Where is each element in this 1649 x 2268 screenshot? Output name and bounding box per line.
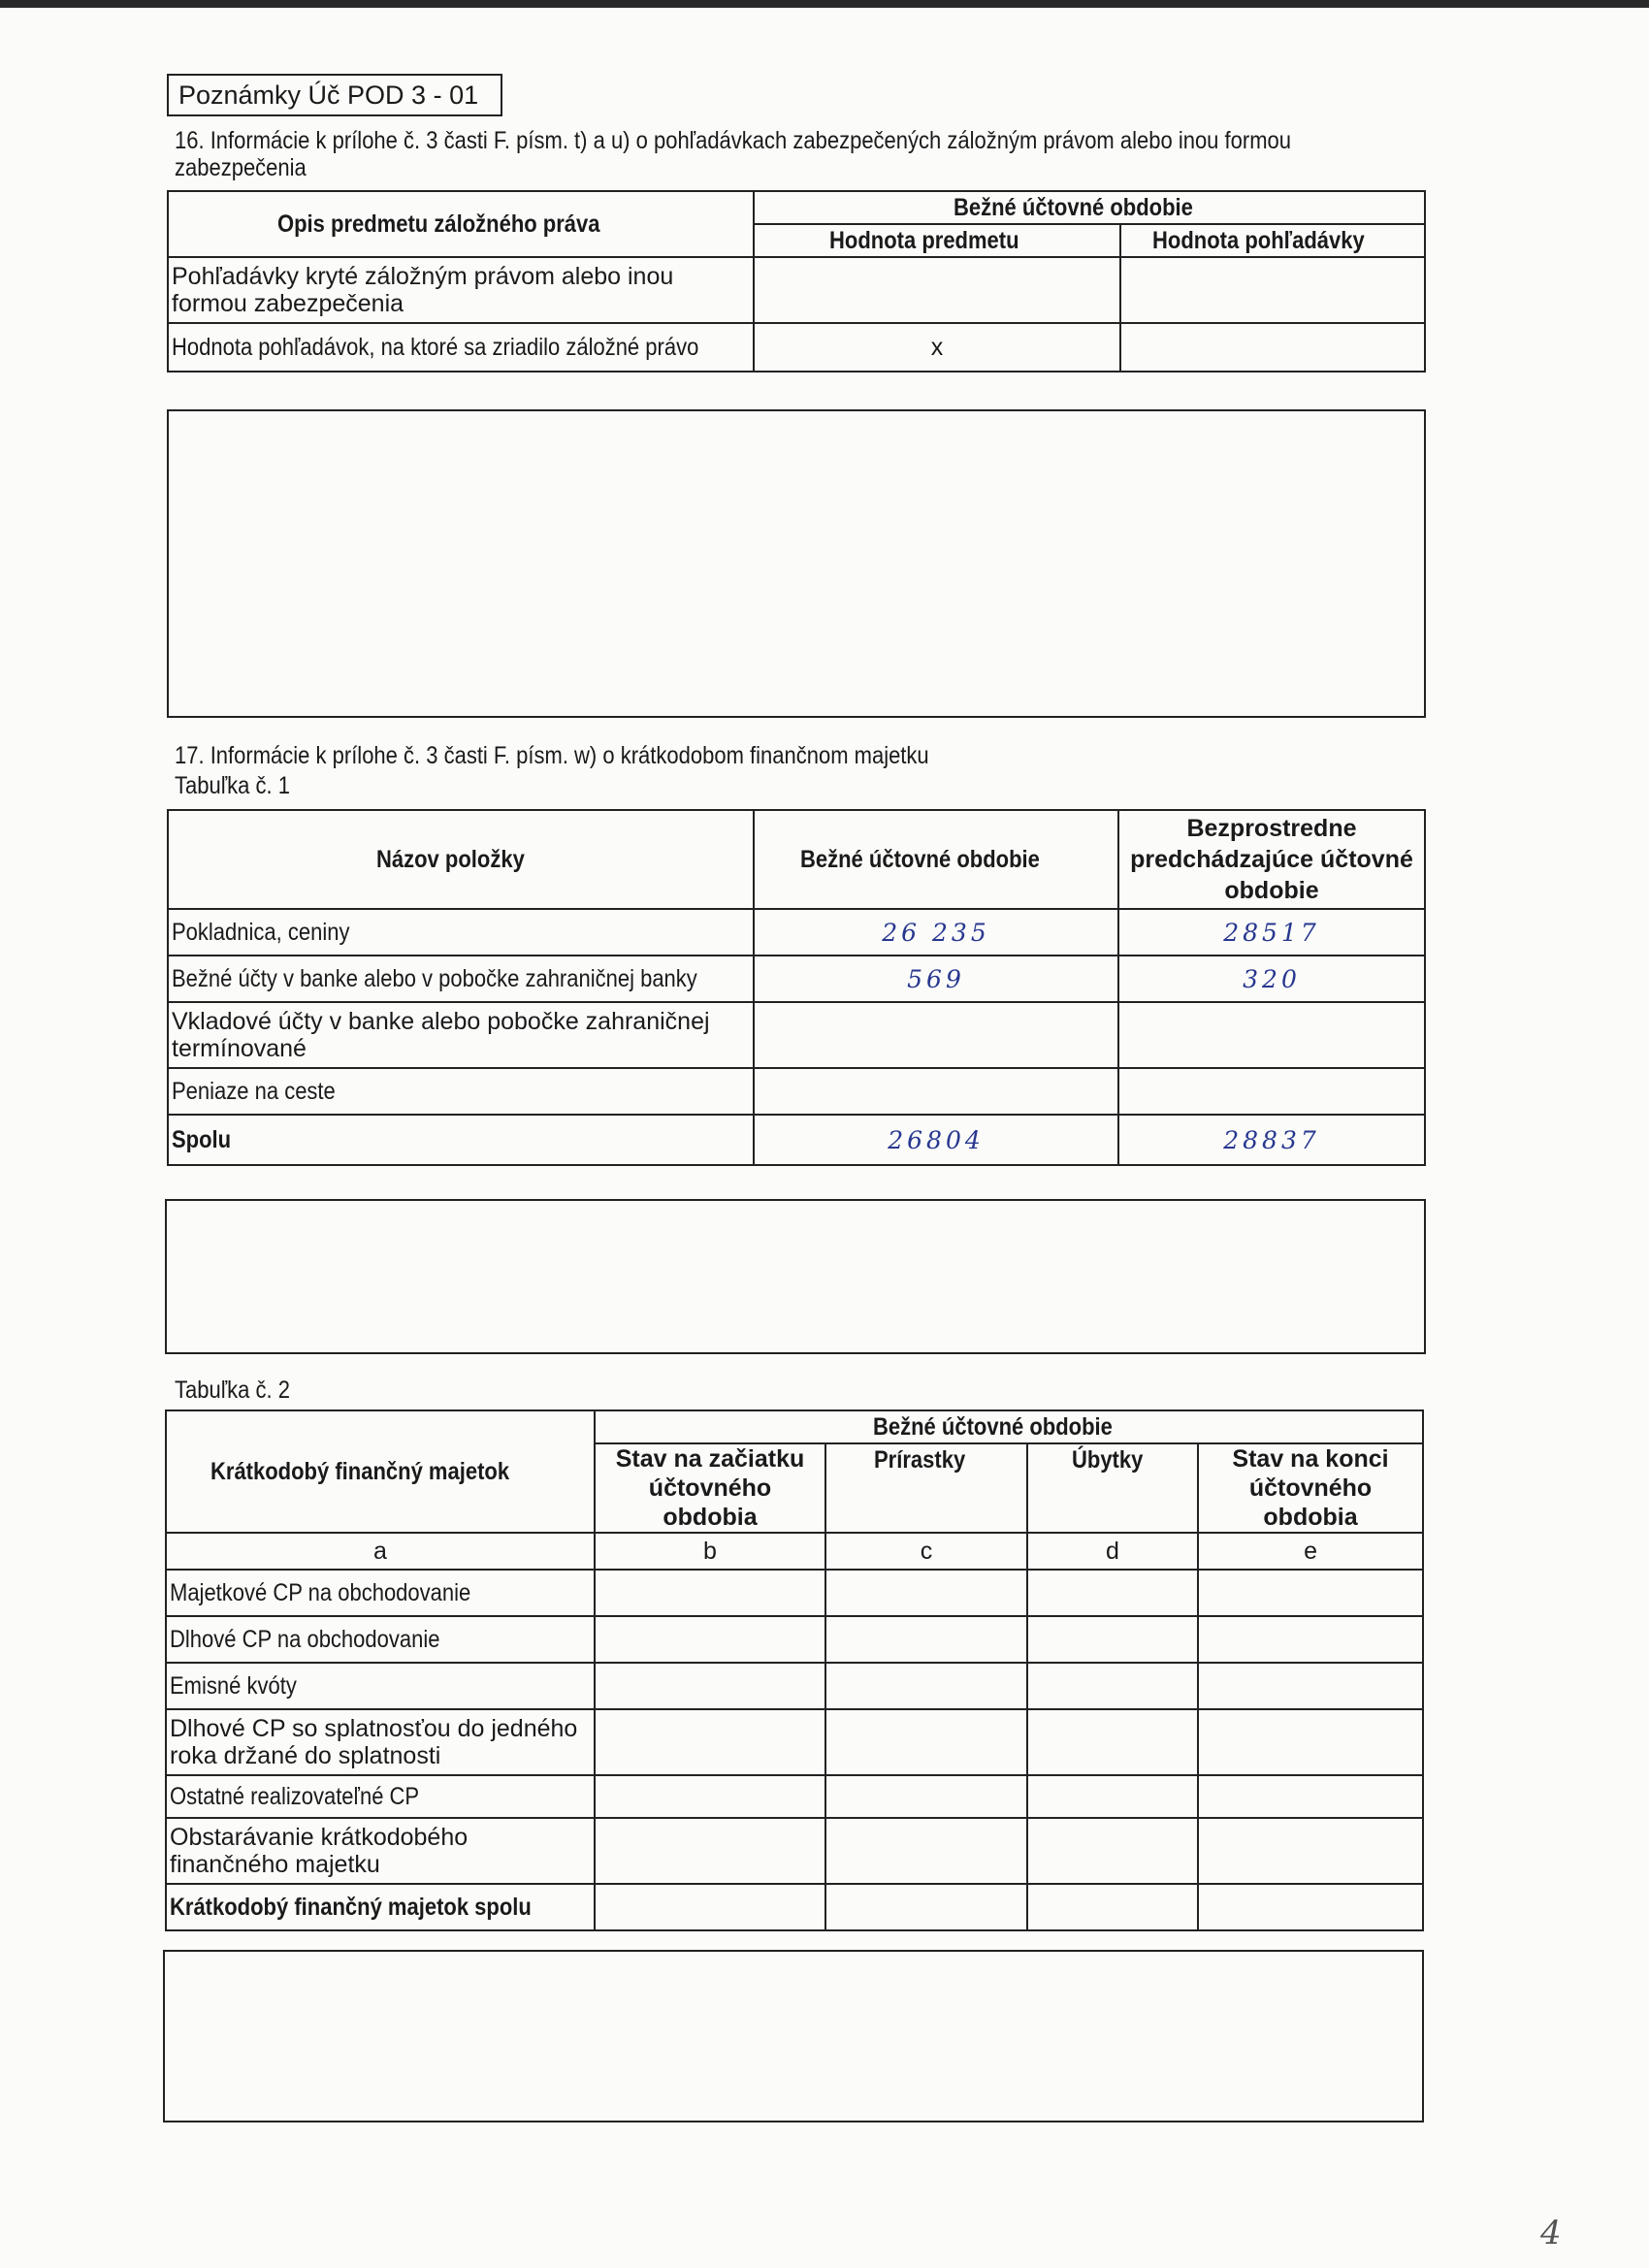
section17-heading: 17. Informácie k prílohe č. 3 časti F. písm. w) o krátkodobom finančnom majetku — [175, 742, 929, 769]
col-header-period: Bežné účtovné obdobie — [754, 191, 1425, 224]
value-cell[interactable] — [1198, 1616, 1423, 1663]
row-label: Majetkové CP na obchodovanie — [166, 1570, 595, 1616]
col-header-prev: Bezprostredne predchádzajúce účtovné obdobie — [1118, 810, 1425, 909]
value-cell[interactable] — [825, 1884, 1027, 1930]
table2-caption: Tabuľka č. 2 — [175, 1377, 290, 1404]
col-header-name: Krátkodobý finančný majetok — [166, 1410, 595, 1533]
value-cell[interactable] — [754, 1002, 1118, 1068]
value-cell[interactable] — [1027, 1818, 1198, 1884]
table1-note-box[interactable] — [165, 1199, 1426, 1354]
value-cell[interactable] — [595, 1709, 825, 1775]
handwritten-value[interactable]: 28517 — [1118, 909, 1425, 956]
row-label: Dlhové CP so splatnosťou do jedného roka držané do splatnosti — [166, 1709, 595, 1775]
value-cell[interactable] — [1120, 257, 1425, 323]
value-cell[interactable] — [825, 1775, 1027, 1818]
value-cell[interactable] — [825, 1570, 1027, 1616]
value-cell[interactable] — [825, 1616, 1027, 1663]
col-header-decreases: Úbytky — [1027, 1443, 1198, 1533]
handwritten-total[interactable]: 28837 — [1118, 1115, 1425, 1165]
row-label-total: Spolu — [168, 1115, 754, 1165]
value-cell[interactable] — [1198, 1775, 1423, 1818]
row-label: Emisné kvóty — [166, 1663, 595, 1709]
value-cell[interactable] — [825, 1818, 1027, 1884]
row-label-total: Krátkodobý finančný majetok spolu — [166, 1884, 595, 1930]
value-cell[interactable] — [1198, 1709, 1423, 1775]
col-header-end: Stav na konci účtovného obdobia — [1198, 1443, 1423, 1533]
value-cell[interactable] — [1027, 1570, 1198, 1616]
col-header-start: Stav na začiatku účtovného obdobia — [595, 1443, 825, 1533]
value-cell[interactable] — [754, 1068, 1118, 1115]
value-cell[interactable] — [1198, 1818, 1423, 1884]
col-header-name: Názov položky — [168, 810, 754, 909]
row-label: Hodnota pohľadávok, na ktoré sa zriadilo záložné právo — [168, 323, 754, 372]
value-cell[interactable] — [595, 1570, 825, 1616]
row-label: Obstarávanie krátkodobého finančného majetku — [166, 1818, 595, 1884]
row-label: Vkladové účty v banke alebo pobočke zahraničnej termínované — [168, 1002, 754, 1068]
col-header-period: Bežné účtovné obdobie — [595, 1410, 1423, 1443]
col-header-desc: Opis predmetu záložného práva — [168, 191, 754, 257]
value-cell[interactable] — [1118, 1002, 1425, 1068]
financial-assets-table1 — [167, 809, 1426, 1166]
section16-heading-line1: 16. Informácie k prílohe č. 3 časti F. písm. t) a u) o pohľadávkach zabezpečených záložným právom alebo inou formou — [175, 127, 1291, 154]
column-letter: c — [825, 1533, 1027, 1570]
row-label: Peniaze na ceste — [168, 1068, 754, 1115]
row-label: Bežné účty v banke alebo v pobočke zahraničnej banky — [168, 956, 754, 1002]
handwritten-value[interactable]: 569 — [754, 956, 1118, 1002]
value-cell[interactable] — [1027, 1663, 1198, 1709]
value-cell[interactable] — [1027, 1884, 1198, 1930]
scan-top-edge — [0, 0, 1649, 8]
form-title: Poznámky Úč POD 3 - 01 — [167, 74, 502, 116]
value-cell[interactable] — [595, 1884, 825, 1930]
column-letter: d — [1027, 1533, 1198, 1570]
value-cell[interactable] — [754, 257, 1120, 323]
value-cell[interactable] — [1027, 1616, 1198, 1663]
row-label: Pokladnica, ceniny — [168, 909, 754, 956]
column-letter: a — [166, 1533, 595, 1570]
value-cell[interactable] — [595, 1775, 825, 1818]
value-cell[interactable] — [1198, 1884, 1423, 1930]
column-letter: e — [1198, 1533, 1423, 1570]
handwritten-value[interactable]: 26 235 — [754, 909, 1118, 956]
value-cell[interactable] — [1198, 1570, 1423, 1616]
col-header-current: Bežné účtovné obdobie — [754, 810, 1118, 909]
value-cell[interactable] — [825, 1663, 1027, 1709]
page-number-mark: 4 — [1540, 2214, 1562, 2252]
handwritten-total[interactable]: 26804 — [754, 1115, 1118, 1165]
value-cell[interactable] — [1198, 1663, 1423, 1709]
col-header-subject-value: Hodnota predmetu — [754, 224, 1120, 257]
financial-assets-table2 — [165, 1409, 1424, 1931]
row-label: Dlhové CP na obchodovanie — [166, 1616, 595, 1663]
value-cell[interactable] — [1118, 1068, 1425, 1115]
value-cell[interactable] — [1027, 1709, 1198, 1775]
value-cell[interactable] — [595, 1663, 825, 1709]
row-label: Pohľadávky kryté záložným právom alebo inou formou zabezpečenia — [168, 257, 754, 323]
column-letter: b — [595, 1533, 825, 1570]
table1-caption: Tabuľka č. 1 — [175, 772, 290, 799]
section16-heading-line2: zabezpečenia — [175, 154, 307, 181]
section16-note-box[interactable] — [167, 409, 1426, 718]
value-cell[interactable] — [595, 1616, 825, 1663]
value-cell[interactable] — [1120, 323, 1425, 372]
col-header-additions: Prírastky — [825, 1443, 1027, 1533]
value-cell[interactable] — [595, 1818, 825, 1884]
value-cell[interactable] — [825, 1709, 1027, 1775]
col-header-claim-value: Hodnota pohľadávky — [1120, 224, 1425, 257]
handwritten-value[interactable]: 320 — [1118, 956, 1425, 1002]
table2-note-box[interactable] — [163, 1950, 1424, 2122]
row-label: Ostatné realizovateľné CP — [166, 1775, 595, 1818]
value-cell[interactable]: x — [754, 323, 1120, 372]
value-cell[interactable] — [1027, 1775, 1198, 1818]
pledge-table — [167, 190, 1426, 373]
